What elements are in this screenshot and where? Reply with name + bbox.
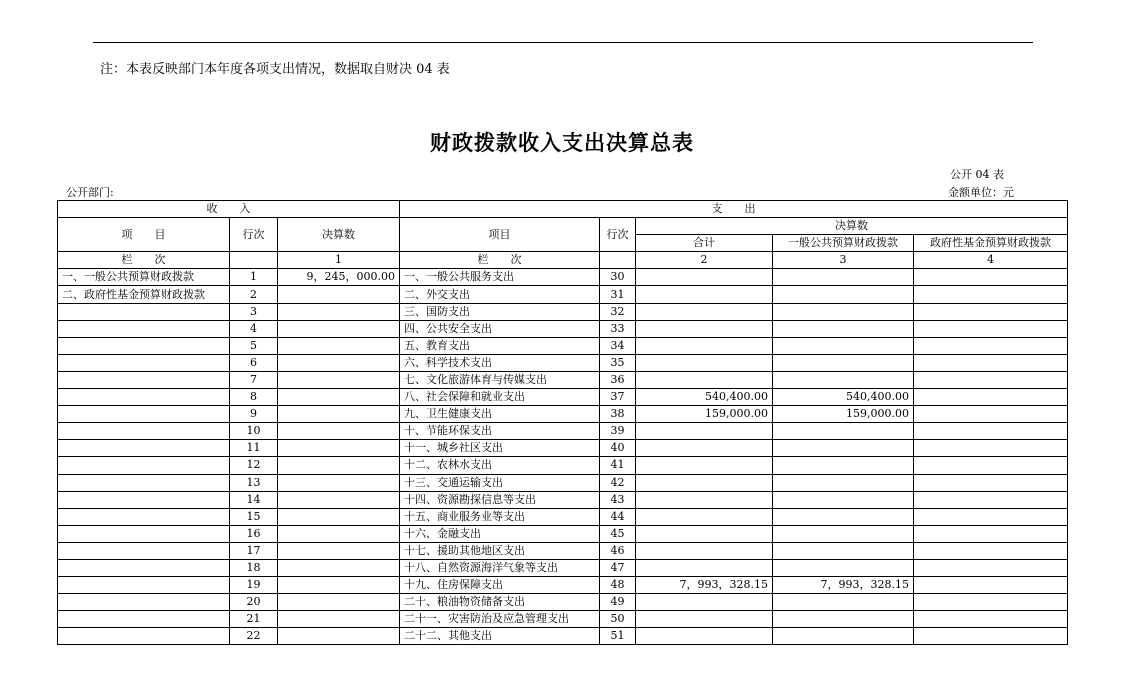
income-row-no-cell: 12	[230, 457, 278, 474]
income-item-cell	[58, 559, 230, 576]
fund-budget-cell	[914, 611, 1068, 628]
table-row	[58, 611, 1068, 628]
fund-budget-cell	[914, 474, 1068, 491]
income-row-no-cell: 8	[230, 389, 278, 406]
income-item-cell	[58, 594, 230, 611]
income-amount-cell	[278, 457, 400, 474]
expense-amount-header: 决算数	[636, 218, 1068, 235]
expense-row-no-header: 行次	[600, 218, 636, 252]
col-index-2: 2	[636, 252, 773, 269]
income-row-no-cell: 15	[230, 508, 278, 525]
income-item-cell	[58, 457, 230, 474]
income-item-header: 项 目	[58, 218, 230, 252]
income-item-cell	[58, 491, 230, 508]
col-index-3: 3	[773, 252, 914, 269]
income-row-no-cell: 19	[230, 577, 278, 594]
fund-budget-cell	[914, 303, 1068, 320]
table-row	[58, 406, 1068, 423]
expense-row-no-cell: 38	[600, 406, 636, 423]
col-index-blank	[230, 252, 278, 269]
income-item-cell	[58, 389, 230, 406]
general-budget-cell	[773, 611, 914, 628]
general-budget-cell	[773, 474, 914, 491]
fund-budget-cell	[914, 371, 1068, 388]
expense-item-cell: 十七、援助其他地区支出	[400, 542, 600, 559]
income-row-no-cell: 20	[230, 594, 278, 611]
table-row	[58, 457, 1068, 474]
general-budget-cell	[773, 440, 914, 457]
fund-budget-cell	[914, 628, 1068, 645]
col-index-4: 4	[914, 252, 1068, 269]
fund-budget-cell	[914, 354, 1068, 371]
expense-item-cell: 十三、交通运输支出	[400, 474, 600, 491]
fund-budget-cell	[914, 320, 1068, 337]
income-row-no-cell: 18	[230, 559, 278, 576]
income-item-cell	[58, 474, 230, 491]
income-header: 收 入	[58, 201, 400, 218]
income-amount-cell	[278, 389, 400, 406]
fund-budget-cell	[914, 440, 1068, 457]
general-budget-cell	[773, 559, 914, 576]
general-budget-cell: 159,000.00	[773, 406, 914, 423]
fund-budget-cell	[914, 457, 1068, 474]
expense-total-cell	[636, 491, 773, 508]
general-budget-cell	[773, 269, 914, 286]
expense-item-cell: 五、教育支出	[400, 337, 600, 354]
income-amount-cell	[278, 423, 400, 440]
expense-item-cell: 九、卫生健康支出	[400, 406, 600, 423]
income-item-cell	[58, 371, 230, 388]
table-row	[58, 559, 1068, 576]
income-amount-cell	[278, 354, 400, 371]
expense-row-no-cell: 33	[600, 320, 636, 337]
expense-row-no-cell: 48	[600, 577, 636, 594]
expense-item-cell: 四、公共安全支出	[400, 320, 600, 337]
table-row	[58, 423, 1068, 440]
income-amount-cell	[278, 303, 400, 320]
expense-item-cell: 十八、自然资源海洋气象等支出	[400, 559, 600, 576]
expense-total-cell: 7，993，328.15	[636, 577, 773, 594]
income-amount-cell: 9，245，000.00	[278, 269, 400, 286]
income-item-cell	[58, 440, 230, 457]
income-row-no-cell: 14	[230, 491, 278, 508]
expense-row-no-cell: 43	[600, 491, 636, 508]
table-row	[58, 525, 1068, 542]
income-amount-cell	[278, 525, 400, 542]
expense-total-cell	[636, 474, 773, 491]
expense-total-cell	[636, 525, 773, 542]
col-index-blank	[600, 252, 636, 269]
general-budget-cell	[773, 320, 914, 337]
expense-total-cell	[636, 303, 773, 320]
income-row-no-cell: 2	[230, 286, 278, 303]
table-row	[58, 628, 1068, 645]
header-row-1	[58, 201, 1068, 218]
fund-budget-cell	[914, 491, 1068, 508]
fund-budget-cell	[914, 389, 1068, 406]
table-row	[58, 594, 1068, 611]
income-amount-cell	[278, 594, 400, 611]
table-row	[58, 491, 1068, 508]
income-amount-cell	[278, 559, 400, 576]
income-row-no-cell: 4	[230, 320, 278, 337]
income-amount-cell	[278, 508, 400, 525]
expense-row-no-cell: 34	[600, 337, 636, 354]
expense-item-cell: 七、文化旅游体育与传媒支出	[400, 371, 600, 388]
table-row	[58, 577, 1068, 594]
expense-total-cell	[636, 611, 773, 628]
general-budget-cell	[773, 628, 914, 645]
general-budget-cell	[773, 286, 914, 303]
income-item-cell: 一、一般公共预算财政拨款	[58, 269, 230, 286]
expense-total-cell	[636, 269, 773, 286]
expense-total-cell	[636, 423, 773, 440]
income-row-no-cell: 11	[230, 440, 278, 457]
general-budget-cell: 540,400.00	[773, 389, 914, 406]
expense-item-cell: 十一、城乡社区支出	[400, 440, 600, 457]
table-row	[58, 474, 1068, 491]
expense-total-cell	[636, 286, 773, 303]
header-row-2	[58, 218, 1068, 235]
form-number: 公开 04 表	[950, 168, 1004, 181]
table-note: 注：本表反映部门本年度各项支出情况，数据取自财决 04 表	[100, 62, 450, 77]
expense-total-cell: 540,400.00	[636, 389, 773, 406]
expense-row-no-cell: 32	[600, 303, 636, 320]
table-row	[58, 354, 1068, 371]
general-budget-cell	[773, 594, 914, 611]
income-amount-cell	[278, 320, 400, 337]
income-amount-header: 决算数	[278, 218, 400, 252]
table-row	[58, 440, 1068, 457]
income-amount-cell	[278, 628, 400, 645]
general-budget-cell	[773, 491, 914, 508]
table-row	[58, 320, 1068, 337]
table-row	[58, 371, 1068, 388]
income-item-cell	[58, 320, 230, 337]
expense-row-no-cell: 30	[600, 269, 636, 286]
expense-item-header: 项目	[400, 218, 600, 252]
income-row-no-cell: 9	[230, 406, 278, 423]
expense-total-cell	[636, 559, 773, 576]
income-row-no-cell: 5	[230, 337, 278, 354]
fund-budget-cell	[914, 542, 1068, 559]
general-budget-cell	[773, 423, 914, 440]
income-amount-cell	[278, 406, 400, 423]
income-item-cell	[58, 525, 230, 542]
expense-total-cell	[636, 542, 773, 559]
expense-row-no-cell: 44	[600, 508, 636, 525]
income-amount-cell	[278, 474, 400, 491]
fund-budget-cell	[914, 423, 1068, 440]
income-row-no-cell: 3	[230, 303, 278, 320]
income-item-cell	[58, 542, 230, 559]
column-index-row	[58, 252, 1068, 269]
table-row	[58, 389, 1068, 406]
income-row-no-cell: 10	[230, 423, 278, 440]
income-row-no-cell: 17	[230, 542, 278, 559]
expense-item-cell: 二十、粮油物资储备支出	[400, 594, 600, 611]
fund-budget-cell	[914, 269, 1068, 286]
income-amount-cell	[278, 577, 400, 594]
expense-item-cell: 三、国防支出	[400, 303, 600, 320]
income-item-cell	[58, 406, 230, 423]
income-item-cell	[58, 628, 230, 645]
col-label-expense: 栏 次	[400, 252, 600, 269]
expense-total-cell: 159,000.00	[636, 406, 773, 423]
budget-summary-table	[57, 200, 1068, 645]
general-budget-cell: 7，993，328.15	[773, 577, 914, 594]
income-row-no-cell: 1	[230, 269, 278, 286]
income-item-cell	[58, 577, 230, 594]
income-item-cell	[58, 611, 230, 628]
expense-item-cell: 八、社会保障和就业支出	[400, 389, 600, 406]
table-row	[58, 337, 1068, 354]
table-row	[58, 508, 1068, 525]
general-budget-cell	[773, 508, 914, 525]
table-row	[58, 286, 1068, 303]
income-row-no-cell: 6	[230, 354, 278, 371]
table-row	[58, 269, 1068, 286]
general-budget-cell	[773, 354, 914, 371]
income-item-cell	[58, 303, 230, 320]
expense-item-cell: 二十二、其他支出	[400, 628, 600, 645]
table-row	[58, 542, 1068, 559]
general-budget-cell	[773, 303, 914, 320]
expense-row-no-cell: 47	[600, 559, 636, 576]
fund-budget-cell	[914, 508, 1068, 525]
income-amount-cell	[278, 491, 400, 508]
expense-row-no-cell: 41	[600, 457, 636, 474]
expense-row-no-cell: 45	[600, 525, 636, 542]
income-row-no-cell: 16	[230, 525, 278, 542]
income-amount-cell	[278, 286, 400, 303]
expense-row-no-cell: 49	[600, 594, 636, 611]
fund-budget-cell	[914, 594, 1068, 611]
expense-item-cell: 十二、农林水支出	[400, 457, 600, 474]
expense-total-cell	[636, 371, 773, 388]
fund-budget-cell	[914, 286, 1068, 303]
col-index-1: 1	[278, 252, 400, 269]
general-budget-cell	[773, 337, 914, 354]
income-item-cell	[58, 337, 230, 354]
expense-header: 支 出	[400, 201, 1068, 218]
expense-row-no-cell: 42	[600, 474, 636, 491]
total-header: 合计	[636, 235, 773, 252]
expense-row-no-cell: 37	[600, 389, 636, 406]
expense-total-cell	[636, 320, 773, 337]
fund-budget-cell	[914, 559, 1068, 576]
income-item-cell: 二、政府性基金预算财政拨款	[58, 286, 230, 303]
fund-budget-cell	[914, 406, 1068, 423]
expense-item-cell: 十九、住房保障支出	[400, 577, 600, 594]
expense-item-cell: 二十一、灾害防治及应急管理支出	[400, 611, 600, 628]
expense-total-cell	[636, 440, 773, 457]
col-label-income: 栏 次	[58, 252, 230, 269]
expense-row-no-cell: 35	[600, 354, 636, 371]
expense-item-cell: 十六、金融支出	[400, 525, 600, 542]
income-amount-cell	[278, 611, 400, 628]
amount-unit-label: 金额单位：元	[948, 186, 1014, 199]
income-item-cell	[58, 354, 230, 371]
general-budget-cell	[773, 371, 914, 388]
income-item-cell	[58, 423, 230, 440]
table-row	[58, 303, 1068, 320]
expense-row-no-cell: 31	[600, 286, 636, 303]
expense-item-cell: 十四、资源勘探信息等支出	[400, 491, 600, 508]
income-row-no-cell: 13	[230, 474, 278, 491]
department-label: 公开部门:	[66, 186, 114, 199]
expense-total-cell	[636, 594, 773, 611]
expense-total-cell	[636, 337, 773, 354]
expense-row-no-cell: 39	[600, 423, 636, 440]
income-amount-cell	[278, 440, 400, 457]
expense-row-no-cell: 50	[600, 611, 636, 628]
expense-total-cell	[636, 628, 773, 645]
fund-budget-cell	[914, 337, 1068, 354]
expense-row-no-cell: 40	[600, 440, 636, 457]
expense-total-cell	[636, 508, 773, 525]
income-row-no-cell: 22	[230, 628, 278, 645]
income-item-cell	[58, 508, 230, 525]
income-row-no-cell: 7	[230, 371, 278, 388]
top-rule	[93, 42, 1033, 43]
expense-item-cell: 十、节能环保支出	[400, 423, 600, 440]
expense-row-no-cell: 36	[600, 371, 636, 388]
income-row-no-header: 行次	[230, 218, 278, 252]
general-budget-cell	[773, 525, 914, 542]
general-budget-header: 一般公共预算财政拨款	[773, 235, 914, 252]
expense-item-cell: 二、外交支出	[400, 286, 600, 303]
page-title: 财政拨款收入支出决算总表	[430, 131, 694, 155]
expense-total-cell	[636, 457, 773, 474]
general-budget-cell	[773, 542, 914, 559]
fund-budget-cell	[914, 577, 1068, 594]
income-amount-cell	[278, 371, 400, 388]
income-row-no-cell: 21	[230, 611, 278, 628]
expense-item-cell: 一、一般公共服务支出	[400, 269, 600, 286]
income-amount-cell	[278, 542, 400, 559]
expense-item-cell: 十五、商业服务业等支出	[400, 508, 600, 525]
expense-row-no-cell: 51	[600, 628, 636, 645]
general-budget-cell	[773, 457, 914, 474]
expense-item-cell: 六、科学技术支出	[400, 354, 600, 371]
expense-total-cell	[636, 354, 773, 371]
expense-row-no-cell: 46	[600, 542, 636, 559]
fund-budget-cell	[914, 525, 1068, 542]
fund-budget-header: 政府性基金预算财政拨款	[914, 235, 1068, 252]
income-amount-cell	[278, 337, 400, 354]
